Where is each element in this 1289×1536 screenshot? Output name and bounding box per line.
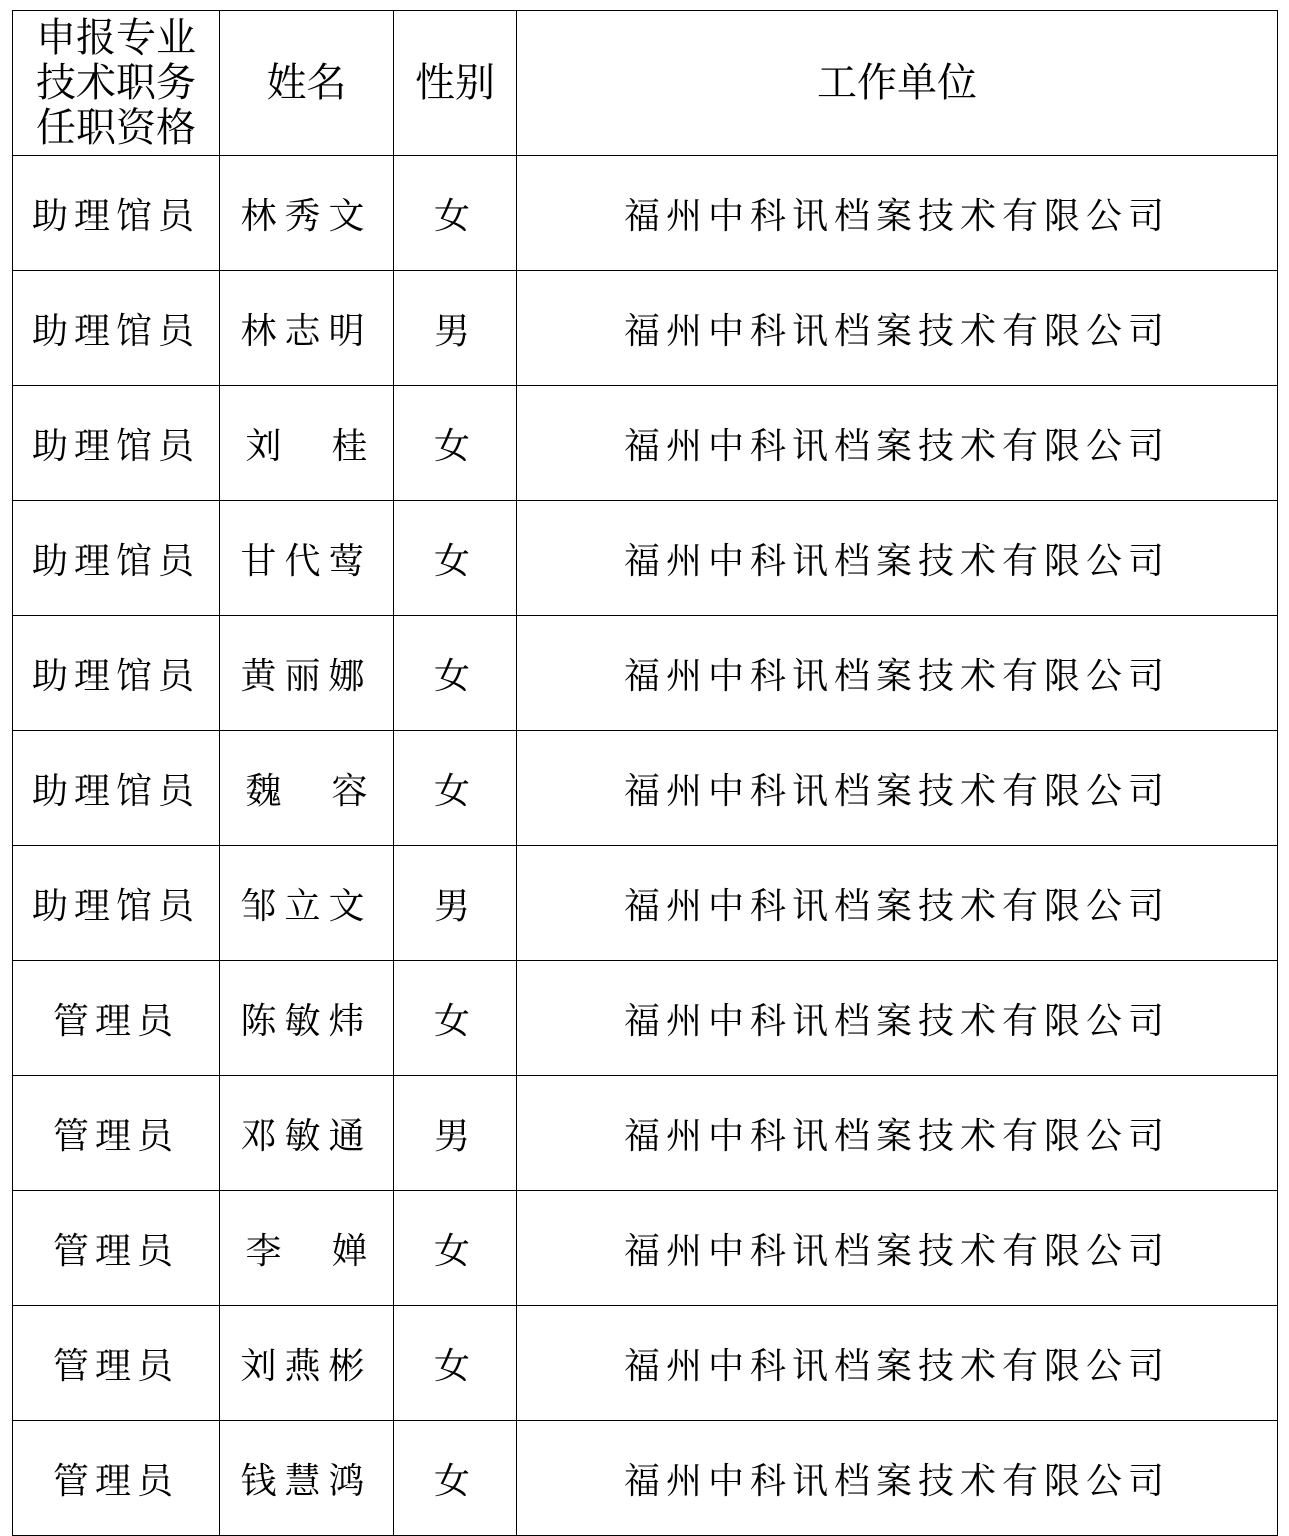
cell-gender: 男	[394, 271, 517, 386]
header-gender: 性别	[394, 11, 517, 156]
cell-gender: 男	[394, 846, 517, 961]
cell-name: 陈敏炜	[220, 961, 394, 1076]
cell-gender: 女	[394, 731, 517, 846]
table-row	[13, 731, 1278, 846]
name-part: 容	[331, 770, 368, 812]
cell-workplace: 福州中科讯档案技术有限公司	[517, 501, 1278, 616]
cell-gender: 女	[394, 1306, 517, 1421]
cell-name: 邹立文	[220, 846, 394, 961]
cell-qualification: 助理馆员	[13, 616, 220, 731]
cell-qualification: 助理馆员	[13, 271, 220, 386]
cell-name: 邓敏通	[220, 1076, 394, 1191]
cell-name: 甘代莺	[220, 501, 394, 616]
header-qualification-line: 申报专业	[36, 14, 196, 61]
cell-qualification: 管理员	[13, 1306, 220, 1421]
name-part: 李	[245, 1230, 282, 1272]
name-part: 婵	[331, 1230, 368, 1272]
table-row	[13, 386, 1278, 501]
cell-qualification: 助理馆员	[13, 386, 220, 501]
cell-gender: 女	[394, 961, 517, 1076]
cell-qualification: 管理员	[13, 1191, 220, 1306]
cell-gender: 女	[394, 1421, 517, 1536]
cell-gender: 男	[394, 1076, 517, 1191]
name-part: 魏	[245, 770, 282, 812]
table-row	[13, 961, 1278, 1076]
cell-name	[220, 731, 394, 846]
table-row	[13, 846, 1278, 961]
cell-qualification: 助理馆员	[13, 731, 220, 846]
cell-gender: 女	[394, 501, 517, 616]
cell-name	[220, 1191, 394, 1306]
cell-qualification: 管理员	[13, 1076, 220, 1191]
header-qualification-line: 技术职务	[36, 59, 196, 106]
cell-qualification: 助理馆员	[13, 156, 220, 271]
cell-workplace: 福州中科讯档案技术有限公司	[517, 731, 1278, 846]
table-row	[13, 1306, 1278, 1421]
header-qualification-line: 任职资格	[36, 104, 196, 151]
table-row	[13, 501, 1278, 616]
header-name: 姓名	[220, 11, 394, 156]
cell-workplace: 福州中科讯档案技术有限公司	[517, 1421, 1278, 1536]
cell-name: 林秀文	[220, 156, 394, 271]
cell-gender: 女	[394, 386, 517, 501]
cell-workplace: 福州中科讯档案技术有限公司	[517, 1306, 1278, 1421]
cell-gender: 女	[394, 156, 517, 271]
cell-name	[220, 386, 394, 501]
cell-name: 林志明	[220, 271, 394, 386]
cell-name: 黄丽娜	[220, 616, 394, 731]
cell-qualification: 助理馆员	[13, 501, 220, 616]
cell-qualification: 管理员	[13, 961, 220, 1076]
qualification-roster-table	[12, 10, 1278, 1536]
cell-name: 钱慧鸿	[220, 1421, 394, 1536]
cell-workplace: 福州中科讯档案技术有限公司	[517, 386, 1278, 501]
cell-gender: 女	[394, 616, 517, 731]
cell-workplace: 福州中科讯档案技术有限公司	[517, 271, 1278, 386]
table-row	[13, 156, 1278, 271]
table-row	[13, 1191, 1278, 1306]
cell-workplace: 福州中科讯档案技术有限公司	[517, 1076, 1278, 1191]
cell-workplace: 福州中科讯档案技术有限公司	[517, 961, 1278, 1076]
cell-workplace: 福州中科讯档案技术有限公司	[517, 846, 1278, 961]
name-part: 刘	[245, 425, 282, 467]
table-header-row	[13, 11, 1278, 156]
cell-gender: 女	[394, 1191, 517, 1306]
cell-name: 刘燕彬	[220, 1306, 394, 1421]
table-row	[13, 1076, 1278, 1191]
cell-workplace: 福州中科讯档案技术有限公司	[517, 156, 1278, 271]
cell-qualification: 助理馆员	[13, 846, 220, 961]
cell-workplace: 福州中科讯档案技术有限公司	[517, 616, 1278, 731]
table-body	[13, 156, 1278, 1536]
header-qualification	[13, 11, 220, 156]
header-workplace: 工作单位	[517, 11, 1278, 156]
table-row	[13, 616, 1278, 731]
cell-qualification: 管理员	[13, 1421, 220, 1536]
table-row	[13, 1421, 1278, 1536]
name-part: 桂	[331, 425, 368, 467]
table-row	[13, 271, 1278, 386]
cell-workplace: 福州中科讯档案技术有限公司	[517, 1191, 1278, 1306]
